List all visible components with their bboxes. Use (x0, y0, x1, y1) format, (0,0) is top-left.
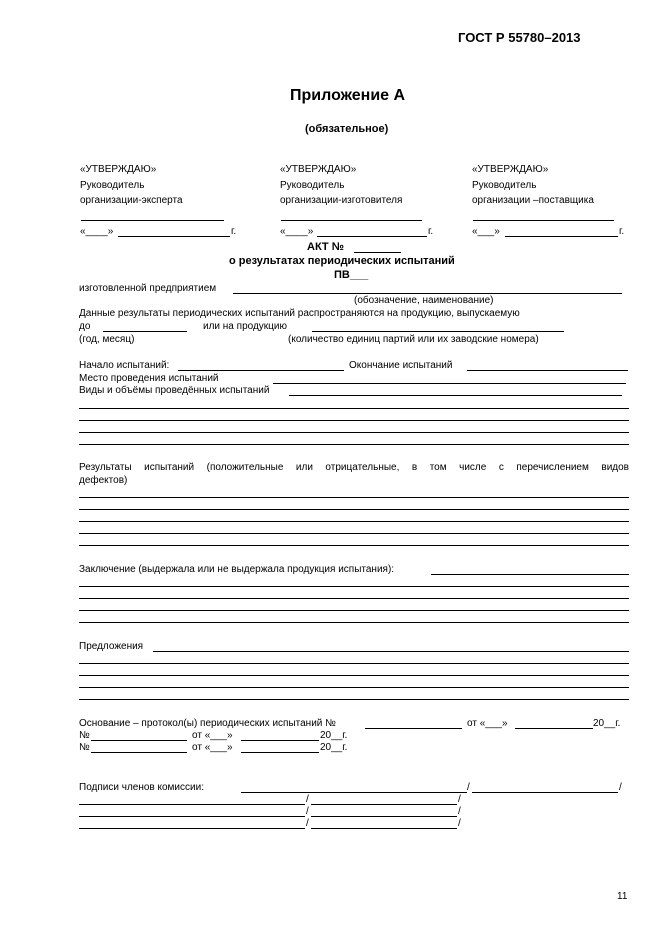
approval-date-day: «____» (280, 226, 314, 237)
act-pv: ПВ___ (334, 269, 369, 281)
conclusion-line (79, 586, 629, 587)
until-hint: (год, месяц) (79, 334, 135, 345)
approval-org: организации-изготовителя (280, 195, 403, 206)
signature-slash: / (306, 818, 309, 829)
signature-slash: / (619, 782, 622, 793)
signature-slash: / (458, 818, 461, 829)
signature-line (473, 220, 614, 221)
signature-slash: / (306, 794, 309, 805)
until-line (103, 331, 187, 332)
signature-line (79, 804, 305, 805)
made-by-line (233, 293, 622, 294)
types-line (79, 420, 629, 421)
basis-year: 20__г. (320, 730, 348, 741)
proposals-line (79, 687, 629, 688)
signature-name-line (311, 828, 457, 829)
approval-date-day: «____» (80, 226, 114, 237)
types-line (79, 408, 629, 409)
signature-line (79, 816, 305, 817)
types-line (79, 432, 629, 433)
end-line (467, 370, 628, 371)
basis-number-line (91, 752, 187, 753)
signature-slash: / (458, 806, 461, 817)
signature-name-line (311, 816, 457, 817)
results-line (79, 533, 629, 534)
proposals-line (153, 651, 629, 652)
signature-name-line (311, 804, 457, 805)
approval-date-day: «___» (472, 226, 500, 237)
proposals-line (79, 663, 629, 664)
qty-hint: (количество единиц партий или их заводские номера) (288, 334, 539, 345)
results-line (79, 509, 629, 510)
approval-label: «УТВЕРЖДАЮ» (80, 164, 157, 175)
approval-date-year: г. (231, 226, 237, 237)
conclusion-line (79, 610, 629, 611)
results-line (79, 521, 629, 522)
basis-label: Основание – протокол(ы) периодических испытаний № (79, 718, 336, 729)
basis-year: 20__г. (320, 742, 348, 753)
results-label-cont: дефектов) (79, 475, 128, 486)
place-line (273, 383, 626, 384)
act-number-line (354, 252, 401, 253)
basis-year: 20__г. (593, 718, 621, 729)
until-label: до (79, 321, 91, 332)
conclusion-line (79, 622, 629, 623)
results-label: Результаты испытаний (положительные или отрицательные, в том числе с перечислением видов (79, 462, 629, 473)
signature-slash: / (467, 782, 470, 793)
page-number: 11 (617, 891, 628, 902)
made-by-label: изготовленной предприятием (79, 283, 217, 294)
approval-org: организации-эксперта (80, 195, 183, 206)
product-qty-line (312, 331, 564, 332)
or-product-label: или на продукцию (203, 321, 287, 332)
basis-from: от «___» (192, 742, 233, 753)
conclusion-line (79, 598, 629, 599)
types-line (79, 444, 629, 445)
signature-line (281, 220, 422, 221)
act-number-label: АКТ № (307, 241, 344, 253)
basis-number-line (365, 728, 462, 729)
signature-slash: / (458, 794, 461, 805)
basis-from: от «___» (467, 718, 508, 729)
basis-date-line (241, 740, 319, 741)
approval-role: Руководитель (472, 180, 537, 191)
start-label: Начало испытаний: (79, 360, 170, 371)
page-title: Приложение А (290, 87, 406, 104)
end-label: Окончание испытаний (349, 360, 453, 371)
approval-role: Руководитель (80, 180, 145, 191)
results-apply-text: Данные результаты периодических испытаний распространяются на продукцию, выпускаемую (79, 308, 520, 319)
approval-date-year: г. (619, 226, 625, 237)
basis-from: от «___» (192, 730, 233, 741)
start-line (178, 370, 344, 371)
basis-date-line (241, 752, 319, 753)
date-line (118, 236, 230, 237)
proposals-line (79, 699, 629, 700)
signatures-label: Подписи членов комиссии: (79, 782, 204, 793)
conclusion-line (431, 574, 629, 575)
results-line (79, 545, 629, 546)
page-subtitle: (обязательное) (305, 123, 389, 135)
conclusion-label: Заключение (выдержала или не выдержала продукция испытания): (79, 564, 395, 575)
signature-line (79, 828, 305, 829)
basis-number-line (91, 740, 187, 741)
approval-date-year: г. (428, 226, 434, 237)
basis-no: № (79, 742, 90, 753)
approval-label: «УТВЕРЖДАЮ» (472, 164, 549, 175)
made-by-hint: (обозначение, наименование) (354, 295, 494, 306)
date-line (317, 236, 427, 237)
approval-role: Руководитель (280, 180, 345, 191)
date-line (505, 236, 618, 237)
results-line (79, 497, 629, 498)
signature-line (241, 792, 467, 793)
signature-slash: / (306, 806, 309, 817)
proposals-label: Предложения (79, 641, 144, 652)
types-label: Виды и объёмы проведённых испытаний (79, 385, 270, 396)
basis-no: № (79, 730, 90, 741)
act-title: о результатах периодических испытаний (229, 255, 455, 267)
basis-date-line (515, 728, 593, 729)
approval-label: «УТВЕРЖДАЮ» (280, 164, 357, 175)
signature-line (81, 220, 224, 221)
document-code: ГОСТ Р 55780–2013 (458, 30, 581, 45)
place-label: Место проведения испытаний (79, 373, 219, 384)
types-line (289, 395, 622, 396)
signature-name-line (472, 792, 618, 793)
approval-org: организации –поставщика (472, 195, 594, 206)
proposals-line (79, 675, 629, 676)
